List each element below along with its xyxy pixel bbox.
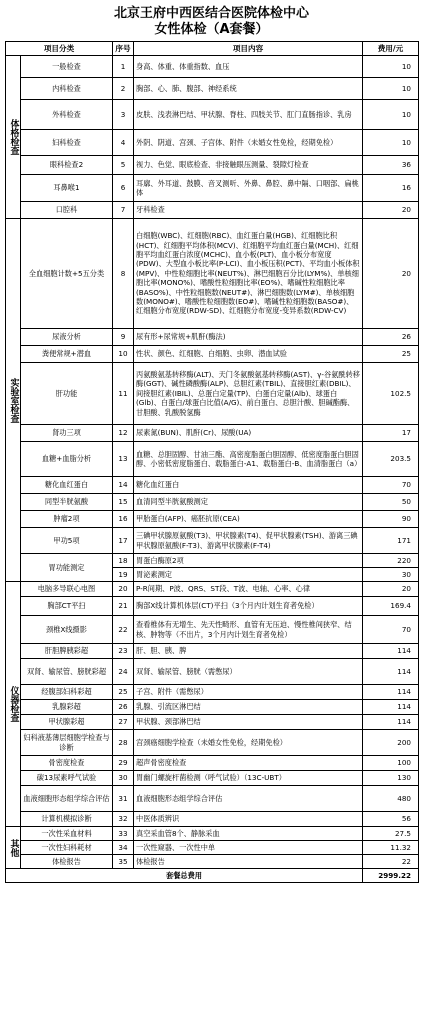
item-content: 视力、色觉、眼底检查、非接触眼压测量、裂隙灯检查 [134, 156, 363, 175]
item-fee: 16 [363, 175, 419, 202]
item-name: 耳鼻喉1 [21, 175, 113, 202]
item-name: 口腔科 [21, 202, 113, 219]
item-fee: 50 [363, 494, 419, 511]
table-row [6, 175, 419, 202]
item-name: 眼科检查2 [21, 156, 113, 175]
item-name: 肝功能 [21, 363, 113, 425]
total-label: 套餐总费用 [6, 869, 363, 883]
item-name: 妇科检查 [21, 130, 113, 156]
item-number: 17 [113, 528, 134, 554]
item-name: 骨密度检查 [21, 756, 113, 771]
table-row [6, 363, 419, 425]
table-row [6, 685, 419, 700]
item-number: 12 [113, 425, 134, 442]
item-name: 体检报告 [21, 855, 113, 869]
table-row [6, 771, 419, 786]
item-fee: 114 [363, 659, 419, 685]
item-fee: 114 [363, 644, 419, 659]
item-content: 尿有形+尿常规+肌酐(酶法) [134, 329, 363, 346]
item-number: 27 [113, 715, 134, 730]
item-content: 超声骨密度检查 [134, 756, 363, 771]
table-row [6, 346, 419, 363]
item-fee: 36 [363, 156, 419, 175]
item-fee: 10 [363, 56, 419, 78]
item-content: 双肾、输尿管、膀胱（需憋尿） [134, 659, 363, 685]
item-name: 甲状腺彩超 [21, 715, 113, 730]
total-row [6, 869, 419, 883]
page-subtitle: 女性体检（A套餐） [154, 22, 269, 37]
item-content: 肝、胆、胰、脾 [134, 644, 363, 659]
item-name: 粪便常规+潜血 [21, 346, 113, 363]
item-fee: 70 [363, 477, 419, 494]
item-content: 皮肤、浅表淋巴结、甲状腺、脊柱、四肢关节、肛门直肠指诊、乳房 [134, 100, 363, 130]
item-content: 外阴、阴道、宫颈、子宫体、附件（未婚女性免检，经期免检） [134, 130, 363, 156]
group-label: 体格检查 [6, 56, 21, 219]
item-fee: 27.5 [363, 827, 419, 841]
item-number: 22 [113, 616, 134, 644]
item-content: 子宫、附件（需憋尿） [134, 685, 363, 700]
table-body [6, 56, 419, 883]
item-number: 19 [113, 568, 134, 582]
item-content: 查看椎体有无增生、先天性畸形、血管有无压迫、慢性椎间狭窄、结核、肿物等（不出片，3个月内计划生育者免检） [134, 616, 363, 644]
item-fee: 114 [363, 715, 419, 730]
item-content: 血液细胞形态组学综合评估 [134, 786, 363, 812]
table-row [6, 202, 419, 219]
item-name: 乳腺彩超 [21, 700, 113, 715]
item-fee: 70 [363, 616, 419, 644]
item-content: 真空采血管8个、静脉采血 [134, 827, 363, 841]
table-row [6, 219, 419, 329]
item-content: 身高、体重、体重指数、血压 [134, 56, 363, 78]
item-name: 碳13尿素呼气试验 [21, 771, 113, 786]
item-number: 26 [113, 700, 134, 715]
table-row [6, 511, 419, 528]
item-name: 妇科液基薄层细胞学检查与诊断 [21, 730, 113, 756]
item-number: 28 [113, 730, 134, 756]
item-fee: 102.5 [363, 363, 419, 425]
item-name: 肿瘤2项 [21, 511, 113, 528]
item-number: 29 [113, 756, 134, 771]
item-fee: 10 [363, 130, 419, 156]
item-fee: 11.32 [363, 841, 419, 855]
table-row [6, 329, 419, 346]
table-row [6, 554, 419, 568]
item-content: P-R间期、P波、QRS、ST段、T波、电轴、心率、心律 [134, 582, 363, 597]
item-name: 血糖+血脂分析 [21, 442, 113, 477]
item-number: 6 [113, 175, 134, 202]
item-fee: 20 [363, 202, 419, 219]
table-row [6, 425, 419, 442]
table-row [6, 756, 419, 771]
item-number: 34 [113, 841, 134, 855]
item-name: 胃功能测定 [21, 554, 113, 582]
item-fee: 30 [363, 568, 419, 582]
item-name: 经腹部妇科彩超 [21, 685, 113, 700]
total-fee: 2999.22 [363, 869, 419, 883]
item-fee: 26 [363, 329, 419, 346]
item-number: 7 [113, 202, 134, 219]
item-fee: 200 [363, 730, 419, 756]
item-number: 2 [113, 78, 134, 100]
item-number: 10 [113, 346, 134, 363]
item-name: 糖化血红蛋白 [21, 477, 113, 494]
table-header-row [6, 42, 419, 56]
table-row [6, 442, 419, 477]
header-category: 项目分类 [6, 42, 113, 56]
table-row [6, 582, 419, 597]
item-content: 乳腺、引流区淋巴结 [134, 700, 363, 715]
item-content: 丙氨酸氨基转移酶(ALT)、天门冬氨酸氨基转移酶(AST)、γ-谷氨酰转移酶(GGT)、碱性磷酸酶(ALP)、总胆红素(TBIL)、直接胆红素(DBIL)、间接胆红素(IBIL)、总蛋白定量(TP)、白蛋白定量(Alb)、球蛋白(Glb)、白蛋白/球蛋白比值(A/G)、前白蛋白、总胆汁酸、胆碱酯酶、甘胆酸、乳酸脱氢酶 [134, 363, 363, 425]
item-content: 性状、颜色、红细胞、白细胞、虫卵、潜血试验 [134, 346, 363, 363]
item-name: 一次性采血材料 [21, 827, 113, 841]
table-row [6, 616, 419, 644]
table-row [6, 494, 419, 511]
item-content: 血糖、总胆固醇、甘油三酯、高密度脂蛋白胆固醇、低密度脂蛋白胆固醇、小密低密度脂蛋白、载脂蛋白-A1、载脂蛋白-B、血清脂蛋白（a） [134, 442, 363, 477]
item-content: 白细胞(WBC)、红细胞(RBC)、血红蛋白量(HGB)、红细胞比积(HCT)、红细胞平均体积(MCV)、红细胞平均血红蛋白量(MCH)、红细胞平均血红蛋白浓度(MCHC)、血小板(PLT)、血小板分布宽度(PDW)、大型血小板比率(P-LCI)、血小板压积(PCT)、平均血小板体积(MPV)、中性粒细胞比率(NEUT%)、淋巴细胞百分比(LYM%)、单核细胞比率(MONO%)、嗜酸性粒细胞比率(EO%)、嗜碱性粒细胞比率(BASO%)、中性粒细胞数(NEUT#)、淋巴细胞数(LYM#)、单核细胞数(MONO#)、嗜酸性粒细胞数(EO#)、嗜碱性粒细胞数(BASO#)、红细胞分布宽度(RDW-SD)、红细胞分布宽度-变异系数(RDW-CV) [134, 219, 363, 329]
page-title: 北京王府中西医结合医院体检中心 [113, 6, 309, 21]
item-number: 16 [113, 511, 134, 528]
item-name: 颈椎X线摄影 [21, 616, 113, 644]
header-fee: 费用/元 [363, 42, 419, 56]
table-row [6, 597, 419, 616]
item-number: 31 [113, 786, 134, 812]
item-fee: 114 [363, 700, 419, 715]
item-number: 30 [113, 771, 134, 786]
item-fee: 100 [363, 756, 419, 771]
item-number: 14 [113, 477, 134, 494]
item-fee: 90 [363, 511, 419, 528]
group-label: 实验室检查 [6, 219, 21, 582]
item-name: 胸部CT平扫 [21, 597, 113, 616]
table-row [6, 730, 419, 756]
item-number: 20 [113, 582, 134, 597]
table-row [6, 100, 419, 130]
item-content: 耳廓、外耳道、鼓膜、音叉测听、外鼻、鼻腔、鼻中隔、口咽部、扁桃体 [134, 175, 363, 202]
item-name: 血液细胞形态组学综合评估 [21, 786, 113, 812]
item-fee: 20 [363, 582, 419, 597]
item-fee: 171 [363, 528, 419, 554]
table-row [6, 659, 419, 685]
item-content: 中医体质辨识 [134, 812, 363, 827]
table-row [6, 855, 419, 869]
item-content: 胃泌素测定 [134, 568, 363, 582]
item-fee: 25 [363, 346, 419, 363]
table-row [6, 841, 419, 855]
item-content: 牙科检查 [134, 202, 363, 219]
item-name: 一次性妇科耗材 [21, 841, 113, 855]
table-row [6, 130, 419, 156]
item-content: 三碘甲状腺原氨酸(T3)、甲状腺素(T4)、促甲状腺素(TSH)、游离三碘甲状腺原氨酸(F-T3)、游离甲状腺素(F-T4) [134, 528, 363, 554]
item-name: 同型半胱氨酸 [21, 494, 113, 511]
item-content: 甲胎蛋白(AFP)、癌胚抗原(CEA) [134, 511, 363, 528]
header-number: 序号 [113, 42, 134, 56]
item-fee: 220 [363, 554, 419, 568]
table-row [6, 477, 419, 494]
table-row [6, 156, 419, 175]
item-name: 肝胆脾胰彩超 [21, 644, 113, 659]
item-number: 1 [113, 56, 134, 78]
package-table [5, 41, 419, 883]
item-content: 胃蛋白酶原2项 [134, 554, 363, 568]
table-row [6, 644, 419, 659]
item-fee: 114 [363, 685, 419, 700]
table-row [6, 715, 419, 730]
item-number: 15 [113, 494, 134, 511]
item-fee: 22 [363, 855, 419, 869]
item-content: 胸部、心、肺、腹部、神经系统 [134, 78, 363, 100]
table-row [6, 700, 419, 715]
item-content: 宫颈癌细胞学检查（未婚女性免检，经期免检） [134, 730, 363, 756]
item-fee: 130 [363, 771, 419, 786]
item-fee: 17 [363, 425, 419, 442]
item-fee: 10 [363, 100, 419, 130]
item-fee: 169.4 [363, 597, 419, 616]
item-content: 糖化血红蛋白 [134, 477, 363, 494]
item-fee: 480 [363, 786, 419, 812]
item-fee: 203.5 [363, 442, 419, 477]
item-content: 尿素氮(BUN)、肌酐(Cr)、尿酸(UA) [134, 425, 363, 442]
item-number: 8 [113, 219, 134, 329]
item-content: 一次性窥器、一次性中单 [134, 841, 363, 855]
item-number: 24 [113, 659, 134, 685]
item-name: 双肾、输尿管、膀胱彩超 [21, 659, 113, 685]
table-row [6, 827, 419, 841]
item-number: 3 [113, 100, 134, 130]
item-name: 外科检查 [21, 100, 113, 130]
table-row [6, 812, 419, 827]
item-fee: 10 [363, 78, 419, 100]
item-number: 35 [113, 855, 134, 869]
group-label: 其他 [6, 827, 21, 869]
item-content: 胃幽门螺旋杆菌检测（呼气试验）（13C-UBT） [134, 771, 363, 786]
item-number: 25 [113, 685, 134, 700]
group-label: 仪器检查 [6, 582, 21, 827]
item-content: 血清同型半胱氨酸测定 [134, 494, 363, 511]
item-name: 全血细胞计数+5五分类 [21, 219, 113, 329]
item-number: 5 [113, 156, 134, 175]
table-row [6, 56, 419, 78]
item-number: 33 [113, 827, 134, 841]
item-number: 23 [113, 644, 134, 659]
item-number: 9 [113, 329, 134, 346]
item-content: 甲状腺、颈部淋巴结 [134, 715, 363, 730]
item-number: 4 [113, 130, 134, 156]
item-name: 内科检查 [21, 78, 113, 100]
item-number: 13 [113, 442, 134, 477]
item-name: 电脑多导联心电图 [21, 582, 113, 597]
header-content: 项目内容 [134, 42, 363, 56]
item-content: 体检报告 [134, 855, 363, 869]
item-content: 胸部X线计算机体层(CT)平扫（3个月内计划生育者免检） [134, 597, 363, 616]
item-number: 21 [113, 597, 134, 616]
item-number: 11 [113, 363, 134, 425]
item-fee: 56 [363, 812, 419, 827]
item-name: 一般检查 [21, 56, 113, 78]
item-name: 肾功三项 [21, 425, 113, 442]
table-row [6, 786, 419, 812]
item-name: 尿液分析 [21, 329, 113, 346]
item-fee: 20 [363, 219, 419, 329]
table-row [6, 78, 419, 100]
item-number: 18 [113, 554, 134, 568]
item-name: 计算机模拟诊断 [21, 812, 113, 827]
item-name: 甲功5项 [21, 528, 113, 554]
item-number: 32 [113, 812, 134, 827]
table-row [6, 528, 419, 554]
